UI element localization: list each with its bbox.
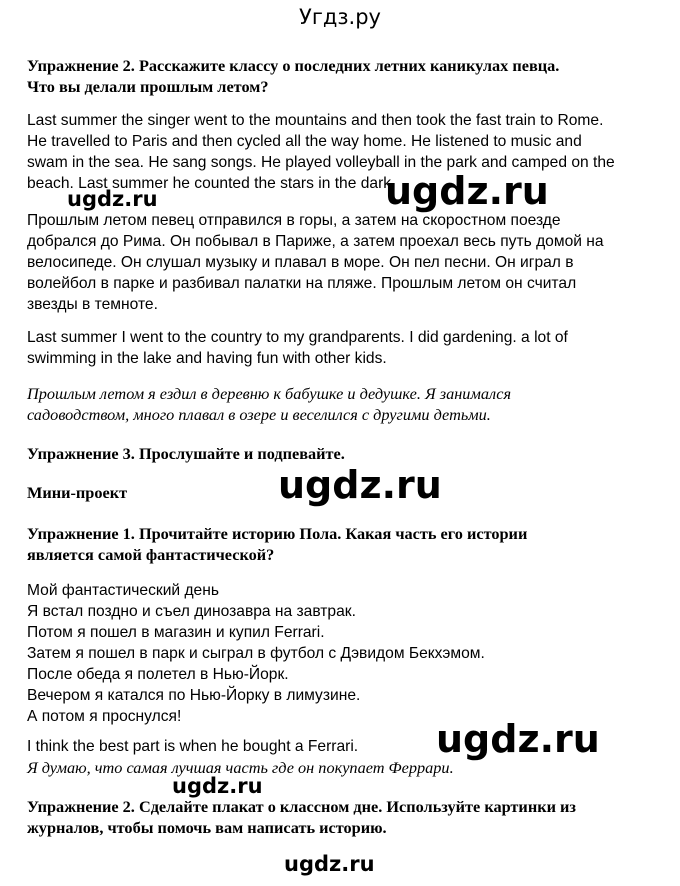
english-paragraph-2: [27, 327, 568, 369]
exercise-1-heading: [27, 523, 527, 565]
watermark: ugdz.ru: [278, 463, 442, 507]
heading-line: Упражнение 2. Расскажите классу о последних летних каникулах певца.: [27, 56, 560, 75]
text-line: swam in the sea. He sang songs. He played volleyball in the park and camped on the: [27, 154, 615, 171]
heading-line: Упражнение 1. Прочитайте историю Пола. Какая часть его истории: [27, 524, 528, 543]
story-paragraph: [27, 580, 485, 727]
text-line: Я думаю, что самая лучшая часть где он покупает Феррари.: [27, 758, 454, 777]
story-line: Я встал поздно и съел динозавра на завтрак.: [27, 603, 356, 620]
story-line: Вечером я катался по Нью-Йорку в лимузине.: [27, 687, 361, 704]
site-title: Угдз.ру: [299, 5, 381, 29]
text-line: Прошлым летом певец отправился в горы, а затем на скоростном поезде: [27, 212, 561, 229]
russian-paragraph-1: [27, 210, 604, 315]
story-line: Мой фантастический день: [27, 582, 219, 599]
exercise-2-heading: [27, 55, 559, 97]
watermark: ugdz.ru: [67, 187, 158, 211]
heading-line: Упражнение 2. Сделайте плакат о классном дне. Используйте картинки из: [27, 797, 576, 816]
mini-project-heading: [27, 482, 127, 503]
text-line: садоводством, много плавал в озере и веселился с другими детьми.: [27, 405, 491, 424]
text-line: beach. Last summer he counted the stars in the dark.: [27, 175, 396, 192]
text-line: звезды в темноте.: [27, 296, 158, 313]
exercise-3-heading: [27, 443, 345, 464]
text-line: He travelled to Paris and then cycled all the way home. He listened to music and: [27, 133, 582, 150]
text-line: Прошлым летом я ездил в деревню к бабушке и дедушке. Я занимался: [27, 384, 512, 403]
text-line: Last summer I went to the country to my grandparents. I did gardening. a lot of: [27, 329, 568, 346]
russian-paragraph-2: [27, 383, 511, 425]
watermark: ugdz.ru: [436, 717, 600, 761]
watermark: ugdz.ru: [284, 852, 375, 876]
heading-line: Что вы делали прошлым летом?: [27, 77, 269, 96]
story-line: Потом я пошел в магазин и купил Ferrari.: [27, 624, 325, 641]
heading-line: журналов, чтобы помочь вам написать историю.: [27, 818, 387, 837]
heading-line: является самой фантастической?: [27, 545, 275, 564]
text-line: I think the best part is when he bought a Ferrari.: [27, 738, 359, 755]
exercise-2b-heading: [27, 796, 576, 838]
story-line: После обеда я полетел в Нью-Йорк.: [27, 666, 289, 683]
heading-line: Мини-проект: [27, 483, 128, 502]
watermark: ugdz.ru: [172, 774, 263, 798]
story-line: А потом я проснулся!: [27, 708, 182, 725]
text-line: swimming in the lake and having fun with other kids.: [27, 350, 387, 367]
text-line: велосипеде. Он слушал музыку и плавал в море. Он пел песни. Он играл в: [27, 254, 574, 271]
heading-line: Упражнение 3. Прослушайте и подпевайте.: [27, 444, 345, 463]
text-line: Last summer the singer went to the mountains and then took the fast train to Rome.: [27, 112, 604, 129]
text-line: волейбол в парке и разбивал палатки на пляже. Прошлым летом он считал: [27, 275, 577, 292]
text-line: добрался до Рима. Он побывал в Париже, а затем проехал весь путь домой на: [27, 233, 604, 250]
watermark: ugdz.ru: [385, 169, 549, 213]
story-line: Затем я пошел в парк и сыграл в футбол с Дэвидом Бекхэмом.: [27, 645, 485, 662]
answer-english: [27, 736, 358, 757]
